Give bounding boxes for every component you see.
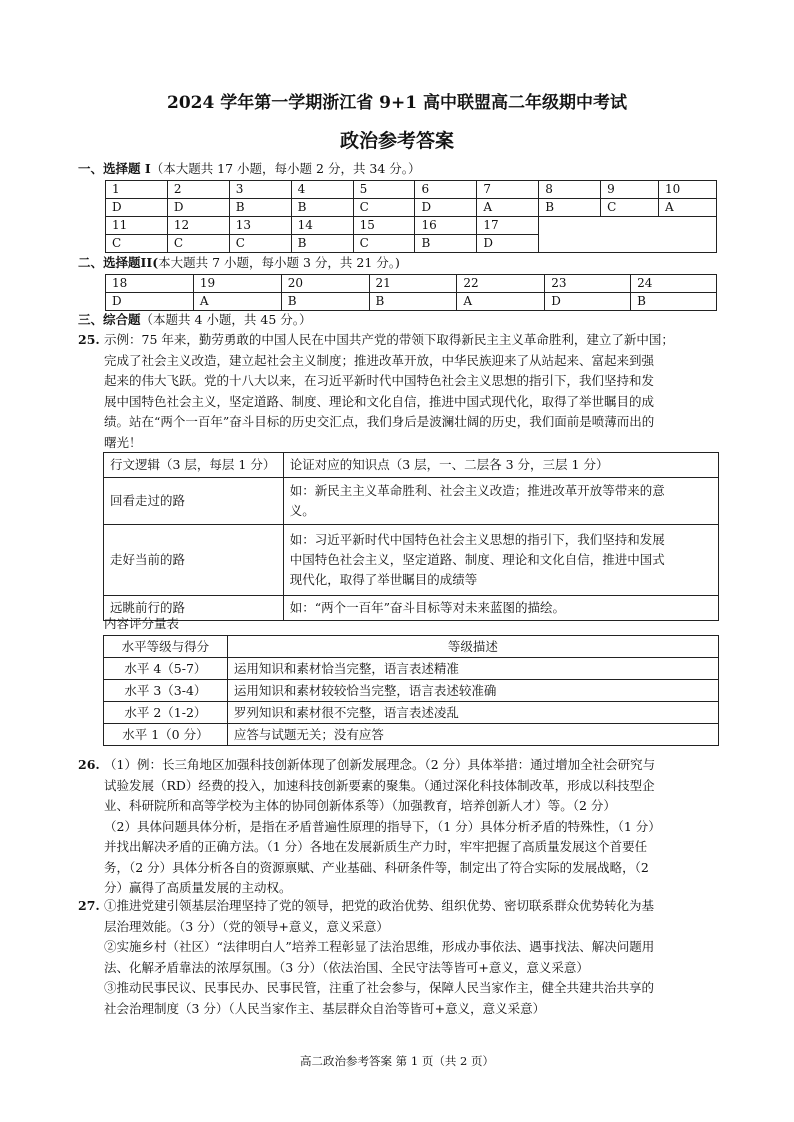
score-row: 水平 1（0 分） 应答与试题无关；没有应答 [104,724,719,746]
q27-answer-text: ①推进党建引领基层治理坚持了党的领导，把党的政治优势、组织优势、密切联系群众优势转化为基 层治理效能。（3 分）（党的领导+意义，意义采意） ②实施乡村（社区）“法律明白人”培养工程彰显了法治思维，形成办事依法、遇事找法、解决问题用 法、化解矛盾靠法的浓厚氛围。（3 分）（依法治国、全民守法等皆可+意义，意义采意） ③推动民事民议、民事民办、民事民管，注重了社会参与，保障人民当家作主，健全共建共治共享的 社会治理制度（3 分）（人民当家作主、基层群众自治等皆可+意义，意义采意） [104,898,655,1016]
q25-logic-row: 回看走过的路 如：新民主主义革命胜利、社会主义改造；推进改革开放等带来的意 义。 [104,478,719,525]
q25-answer-text: 示例：75 年来，勤劳勇敢的中国人民在中国共产党的带领下取得新民主主义革命胜利，建立了新中国； 完成了社会主义改造，建立起社会主义制度；推进改革开放，中华民族迎来了从站起来、富起来到强 起来的伟大飞跃。党的十八大以来，在习近平新时代中国特色社会主义思想的指引下，我们坚持和发 展中国特色社会主义，坚定道路、制度、理论和文化自信，推进中国式现代化，取得了举世瞩目的成 绩。站在“两个一百年”奋斗目标的历史交汇点，我们身后是波澜壮阔的历史，我们面前是喷薄而出的 曙光！ [104,332,674,450]
mc1-row1-numbers: 1 2 3 4 5 6 7 8 9 10 [106,181,717,199]
q26-answer-text: （1）例：长三角地区加强科技创新体现了创新发展理念。（2 分）具体举措：通过增加全社会研究与 试验发展（RD）经费的投入，加速科技创新要素的聚集。（通过深化科技体制改革，形成以科技型企 业、科研院所和高等学校为主体的协同创新体系等）（加强教育，培养创新人才）等。（2 分） （2）具体问题具体分析，是指在矛盾普遍性原理的指导下，（1 分）具体分析矛盾的特殊性，（1 分） 并找出解决矛盾的正确方法。（1 分）各地在发展新质生产力时，牢牢把握了高质量发展这个首要任 务，（2 分）具体分析各自的资源禀赋、产业基础、科研条件等，制定出了符合实际的发展战略，（2 分）赢得了高质量发展的主动权。 [104,757,661,895]
section3-heading: 三、综合题（本题共 4 小题，共 45 分。） [78,312,312,327]
q25-logic-row: 远眺前行的路 如：“两个一百年”奋斗目标等对未来蓝图的描绘。 [104,596,719,621]
score-row: 水平 2（1-2） 罗列知识和素材很不完整，语言表述凌乱 [104,702,719,724]
mc1-row2-numbers: 11 12 13 14 15 16 17 [106,217,717,235]
section1-heading: 一、选择题 I（本大题共 17 小题，每小题 2 分，共 34 分。） [78,161,421,176]
exam-title: 2024 学年第一学期浙江省 9+1 高中联盟高二年级期中考试 [167,93,627,113]
q26-number: 26. [78,757,100,772]
mc1-answer-table [105,180,717,253]
q25-logic-table [103,452,719,621]
score-row: 水平 3（3-4） 运用知识和素材较较恰当完整，语言表述较准确 [104,680,719,702]
q25-logic-row: 走好当前的路 如：习近平新时代中国特色社会主义思想的指引下，我们坚持和发展 中国特色社会主义，坚定道路、制度、理论和文化自信，推进中国式 现代化，取得了举世瞩目的成绩等 [104,525,719,596]
section2-heading: 二、选择题II(本大题共 7 小题，每小题 3 分，共 21 分。) [78,255,400,270]
score-header: 水平等级与得分 等级描述 [104,636,719,658]
q25-score-table [103,635,719,746]
score-row: 水平 4（5-7） 运用知识和素材恰当完整，语言表述精准 [104,658,719,680]
page-title: 政治参考答案 [339,130,454,152]
mc1-row2-answers: C C C B C B D [106,235,717,253]
mc2-row-answers: D A B B A D B [106,293,717,311]
mc2-row-numbers: 18 19 20 21 22 23 24 [106,275,717,293]
mc2-answer-table [105,274,717,311]
q25-number: 25. [78,332,100,347]
q25-logic-header: 行文逻辑（3 层，每层 1 分） 论证对应的知识点（3 层，一、二层各 3 分，三层 1 分） [104,453,719,478]
q27-number: 27. [78,898,100,913]
page-footer: 高二政治参考答案 第 1 页（共 2 页） [300,1054,494,1068]
mc1-row1-answers: D D B B C D A B C A [106,199,717,217]
score-table-caption: 内容评分量表 [104,616,180,631]
